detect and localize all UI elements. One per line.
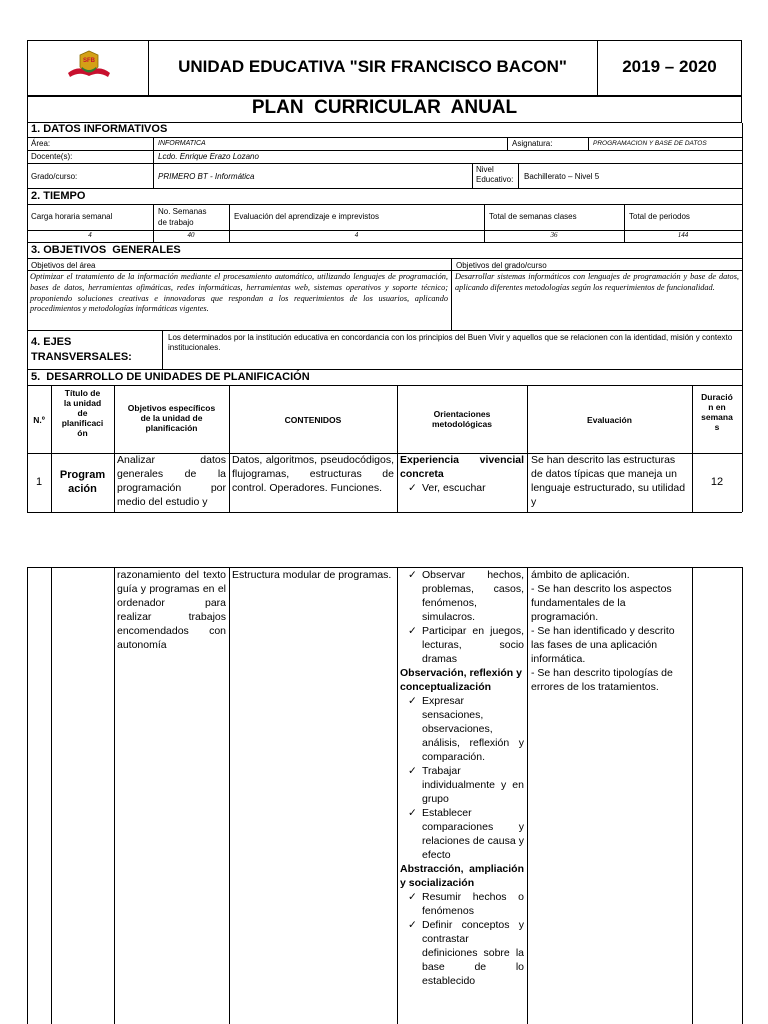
ejes-label-1: 4. EJES bbox=[31, 336, 72, 348]
semanas-value: 40 bbox=[187, 231, 195, 239]
section-datos: 1. DATOS INFORMATIVOS bbox=[31, 123, 168, 135]
total-semanas-label: Total de semanas clases bbox=[489, 212, 577, 221]
docente-value: Lcdo. Enrique Erazo Lozano bbox=[158, 152, 259, 161]
col-objetivos: Objetivos específicos de la unidad de planificación bbox=[127, 403, 216, 433]
grado-label: Grado/curso: bbox=[31, 172, 78, 181]
section-tiempo: 2. TIEMPO bbox=[31, 190, 86, 202]
plan-title: PLAN CURRICULAR ANUAL bbox=[251, 97, 518, 118]
total-periodos-label: Total de periodos bbox=[629, 212, 690, 221]
row-orient-p1: Experiencia vivencial concreta ✓ Ver, escuchar bbox=[400, 454, 524, 494]
check-icon: ✓ bbox=[408, 625, 417, 637]
row-titulo: Program ación bbox=[59, 469, 106, 495]
section-desarrollo: 5. DESARROLLO DE UNIDADES DE PLANIFICACIÓN bbox=[31, 371, 310, 383]
nivel-label-2: Educativo: bbox=[476, 175, 514, 184]
nivel-value: Bachillerato – Nivel 5 bbox=[524, 172, 600, 181]
total-periodos-value: 144 bbox=[677, 231, 689, 239]
grado-value: PRIMERO BT - Informática bbox=[158, 172, 255, 181]
school-logo bbox=[64, 47, 114, 85]
asignatura-value: PROGRAMACION Y BASE DE DATOS bbox=[593, 140, 707, 147]
check-icon: ✓ bbox=[408, 891, 417, 903]
evaluacion-label: Evaluación del aprendizaje e imprevistos bbox=[234, 212, 379, 221]
nivel-label-1: Nivel bbox=[476, 165, 494, 174]
section-objetivos: 3. OBJETIVOS GENERALES bbox=[31, 244, 181, 256]
check-icon: ✓ bbox=[408, 482, 417, 494]
carga-value: 4 bbox=[88, 231, 92, 239]
col-contenidos: CONTENIDOS bbox=[284, 415, 342, 425]
ejes-text: Los determinados por la institución educativa en concordancia con los principios del Buen Vivir y aquellos que se relacionen con la identidad, misión y contexto institucionales. bbox=[168, 333, 733, 352]
carga-label: Carga horaria semanal bbox=[31, 212, 113, 221]
objetivos-grado-text: Desarrollar sistemas informáticos con lenguajes de programación y base de datos, aplicando diferentes metodologías según los requerimientos de funcionalidad. bbox=[455, 272, 739, 292]
row-contenidos-p2: Estructura modular de programas. bbox=[232, 569, 392, 581]
ejes-label-2: TRANSVERSALES: bbox=[31, 351, 132, 363]
evaluacion-value: 4 bbox=[354, 231, 359, 239]
col-orientaciones: Orientaciones metodológicas bbox=[432, 409, 492, 429]
row-eval-p2: ámbito de aplicación. - Se han descrito los aspectos fundamentales de la programación. - Se han identificado y descrito las fases de una aplicación informática. - Se han descrito tipologías de errores de los tratamientos. bbox=[531, 569, 675, 693]
row-objetivos-p1: Analizar datos generales de la programación por medio del estudio y bbox=[117, 454, 226, 508]
school-years: 2019 – 2020 bbox=[622, 57, 717, 76]
logo-text: SFB bbox=[83, 58, 95, 64]
objetivos-area-label: Objetivos del área bbox=[31, 261, 96, 270]
check-icon: ✓ bbox=[408, 919, 417, 931]
docente-label: Docente(s): bbox=[31, 152, 73, 161]
school-name: UNIDAD EDUCATIVA "SIR FRANCISCO BACON" bbox=[178, 57, 567, 76]
total-semanas-value: 36 bbox=[550, 231, 558, 239]
check-icon: ✓ bbox=[408, 569, 417, 581]
objetivos-grado-label: Objetivos del grado/curso bbox=[456, 261, 547, 270]
check-icon: ✓ bbox=[408, 807, 417, 819]
semanas-label-1: No. Semanas bbox=[158, 207, 207, 216]
semanas-label-2: de trabajo bbox=[158, 218, 194, 227]
col-evaluacion: Evaluación bbox=[587, 415, 632, 425]
row-num: 1 bbox=[35, 476, 43, 488]
area-value: INFORMATICA bbox=[158, 140, 206, 147]
objetivos-area-text: Optimizar el tratamiento de la información mediante el procesamiento automático, utilizando lenguajes de programación, bases de datos, herramientas ofimáticas, redes informáticas, herramientas web, sistemas operativos y soporte técnico; proponiendo soluciones creativas e innovadoras que respondan a los requerimientos de los usuarios, aplicando procedimientos y metodologías informáticas vigentes. bbox=[30, 272, 448, 314]
orient-head-b: Observación, reflexión y conceptualización bbox=[400, 667, 522, 693]
row-contenidos-p1: Datos, algoritmos, pseudocódigos, flujogramas, estructuras de control. Operadores. Funciones. bbox=[232, 454, 394, 494]
orient-head-c: Abstracción, ampliación y socialización bbox=[400, 863, 524, 889]
row-objetivos-p2: razonamiento del texto guía y programas en el ordenador para realizar trabajos encomendados con autonomía bbox=[117, 569, 226, 651]
area-label: Área: bbox=[31, 139, 51, 148]
row-orient-p2: ✓ Observar hechos, problemas, casos, fenómenos, simulacros. ✓ Participar en juegos, lecturas, socio dramas Observación, reflexión y conceptualización ✓ Expresar sensaciones, observaciones, análisis, reflexión y comparación. ✓ Trabajar individualmente y en grupo ✓ Establecer comparaciones y relaciones de causa y efecto Abstracción, ampliación y socialización ✓ Resumir hechos o fenómenos ✓ Definir conceptos y contrastar definiciones sobre la base de lo establecido bbox=[400, 569, 524, 987]
check-icon: ✓ bbox=[408, 765, 417, 777]
row-duracion: 12 bbox=[710, 476, 724, 488]
orient-head-a: Experiencia vivencial concreta bbox=[400, 454, 524, 480]
col-num: N.º bbox=[33, 415, 45, 425]
check-icon: ✓ bbox=[408, 695, 417, 707]
col-titulo: Título de la unidad de planificaci ón bbox=[61, 388, 104, 438]
asignatura-label: Asignatura: bbox=[512, 139, 553, 148]
row-eval-p1: Se han descrito las estructuras de datos típicas que maneja un lenguaje estructurado, su utilidad y bbox=[531, 454, 686, 508]
col-duracion: Duració n en semana s bbox=[701, 392, 733, 432]
